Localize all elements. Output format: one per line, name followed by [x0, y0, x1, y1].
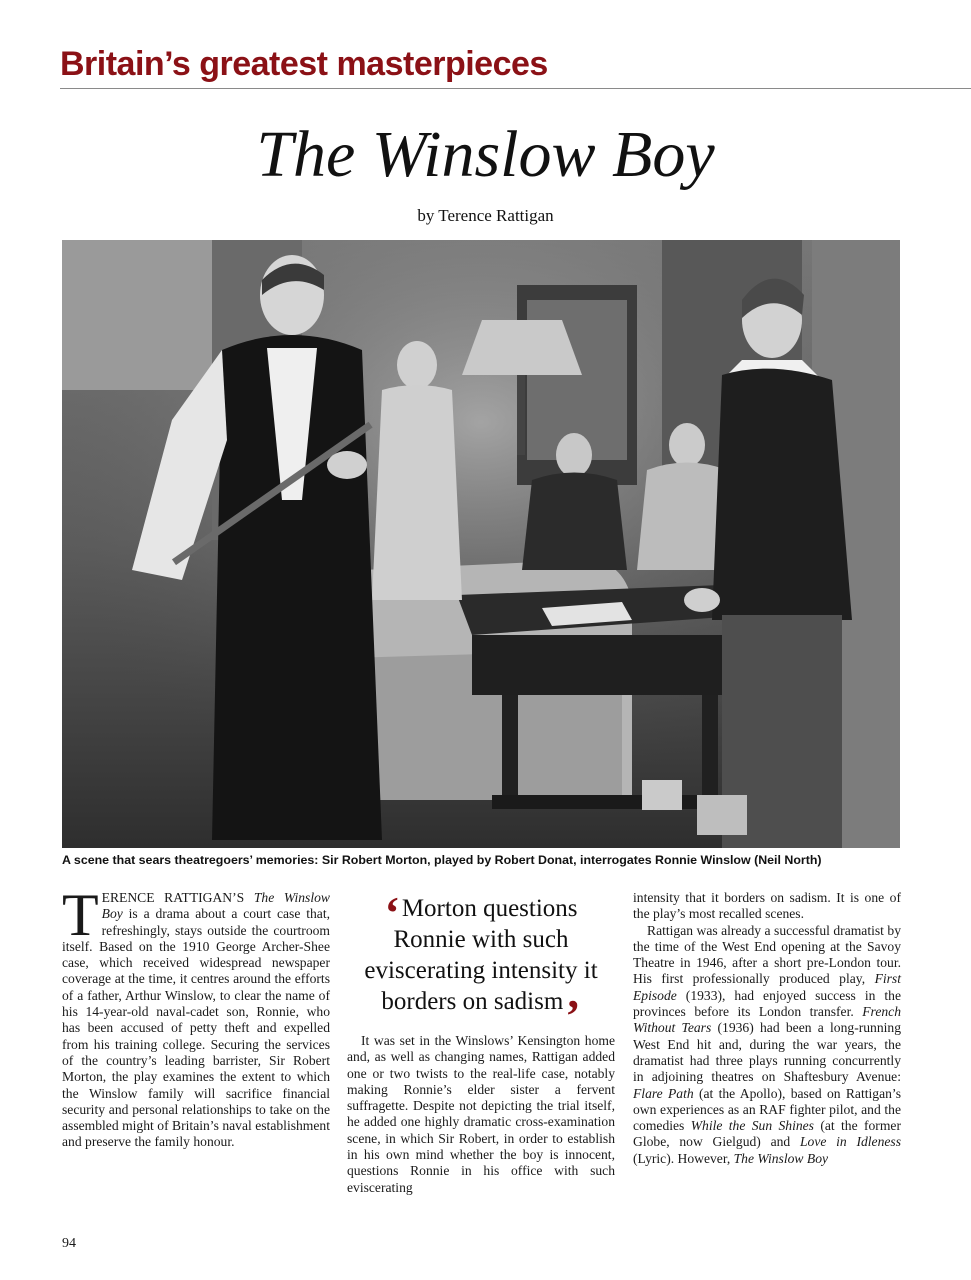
article-column-3: [633, 890, 901, 1167]
column-2-text: It was set in the Winslows’ Kensington home and, as well as changing names, Rattigan added one or two twists to the real-life case, notably making Ronnie’s elder sister a fervent suffragette. Despite not depicting the trial itself, he added one highly dramatic cross-examination scene, in which Sir Robert, in order to establish in his own mind whether the boy is innocent, questions Ronnie in his office with such eviscerating: [347, 1033, 615, 1195]
text-run: (at the former Globe, now Gielgud) and: [633, 1118, 901, 1150]
play-title: French Without Tears: [633, 1004, 901, 1036]
header-rule: [60, 88, 971, 89]
pull-quote: [347, 887, 615, 1041]
play-title: While the Sun Shines: [690, 1118, 814, 1134]
photo-caption: A scene that sears theatregoers’ memories: Sir Robert Morton, played by Robert Donat, interrogates Ronnie Winslow (Neil North): [62, 853, 822, 867]
play-title: First Episode: [633, 971, 901, 1003]
pull-quote-text: Morton questions Ronnie with such eviscerating intensity it borders on sadism: [364, 895, 598, 1015]
lead-title: The Winslow Boy: [101, 890, 330, 922]
article-title: The Winslow Boy: [256, 118, 715, 191]
quote-open-icon: ‘: [384, 887, 400, 938]
text-run: (1936) had been a long-running West End hit and, during the war years, the dramatist had three plays running concurrently in adjoining theatres on Shaftesbury Avenue:: [633, 1020, 902, 1085]
column-1-text: is a drama about a court case that, refreshingly, stays outside the courtroom itself. Based on the 1910 George Archer-Shee case, which received widespread newspaper coverage at the time, it centres around the efforts of a father, Arthur Winslow, to clear the name of his 14-year-old naval-cadet son, Ronnie, who has been accused of petty theft and expelled from his training college. Securing the services of the country’s leading barrister, Sir Robert Morton, the play examines the extent to which the Winslow family will sacrifice financial security and personal relationships to take on the assembled might of Britain’s naval establishment and preserve the family honour.: [62, 906, 330, 1150]
page-number: 94: [62, 1236, 76, 1251]
text-run: (at the Apollo), based on Rattigan’s own experiences as an RAF fighter pilot, and the comedies: [633, 1085, 901, 1134]
section-title: Britain’s greatest masterpieces: [60, 45, 548, 83]
quote-close-icon: ’: [565, 990, 581, 1041]
column-3-paragraph-1: intensity that it borders on sadism. It is one of the play’s most recalled scenes.: [633, 890, 901, 922]
byline: by Terence Rattigan: [417, 206, 554, 225]
text-run: Rattigan was already a successful dramatist by the time of the West End opening at the Savoy Theatre in 1946, after a short pre-London tour. His first professionally produced play,: [633, 922, 901, 987]
article-column-1: [62, 882, 330, 1151]
text-run: (1933), had enjoyed success in the provinces before its London transfer.: [633, 987, 901, 1020]
column-3-paragraph-2: [633, 923, 901, 1167]
drop-cap: T: [62, 882, 99, 948]
play-title: Flare Path: [633, 1085, 694, 1101]
text-run: (Lyric). However,: [633, 1150, 731, 1166]
lead-in: ERENCE RATTIGAN’S: [101, 890, 245, 905]
article-column-2: [347, 887, 615, 1196]
play-title: The Winslow Boy: [733, 1150, 829, 1166]
scene-photo: [62, 240, 900, 848]
play-title: Love in Idleness: [799, 1134, 901, 1150]
